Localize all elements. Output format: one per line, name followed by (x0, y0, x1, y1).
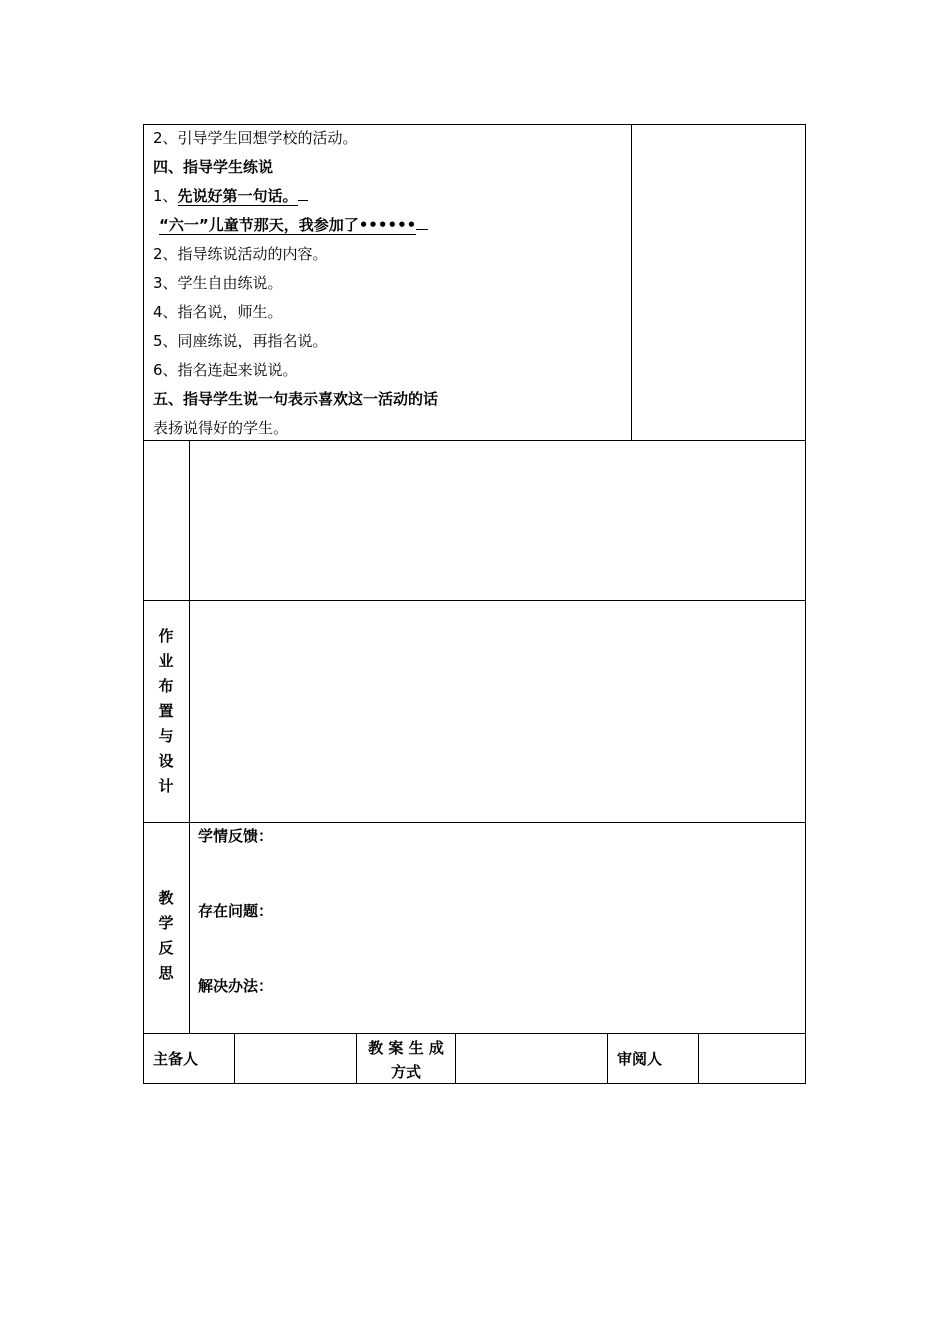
section-heading-four: 四、指导学生练说 (153, 158, 274, 176)
reviewer-label: 审阅人 (617, 1050, 663, 1068)
step-number: 1、 (153, 187, 178, 205)
section-heading-five: 五、指导学生说一句表示喜欢这一活动的话 (153, 390, 439, 408)
homework-label: 作业布置与设计 (158, 627, 174, 795)
table-border-right (805, 124, 806, 1084)
step-line: 5、同座练说，再指名说。 (153, 332, 328, 350)
preparer-label: 主备人 (153, 1050, 199, 1068)
row-separator-4 (143, 1033, 806, 1034)
label-column-divider (189, 440, 190, 1033)
table-border-top (143, 124, 806, 125)
row-separator-3 (143, 822, 806, 823)
step-line: 2、指导练说活动的内容。 (153, 245, 328, 263)
underlined-instruction: 先说好第一句话。 (177, 187, 298, 205)
step-line: 4、指名说，师生。 (153, 303, 283, 321)
step-line: 2、引导学生回想学校的活动。 (153, 129, 358, 147)
table-border-bottom (143, 1083, 806, 1084)
solutions-label: 解决办法： (198, 977, 274, 995)
example-sentence: “六一”儿童节那天，我参加了•••••• (159, 215, 428, 235)
notes-column-divider (631, 124, 632, 440)
row-separator-2 (143, 600, 806, 601)
step-line: 6、指名连起来说说。 (153, 361, 298, 379)
footer-divider-1 (234, 1033, 235, 1084)
footer-divider-5 (698, 1033, 699, 1084)
footer-divider-4 (607, 1033, 608, 1084)
reflection-label: 教学反思 (158, 889, 174, 982)
step-line: 表扬说得好的学生。 (153, 419, 289, 437)
table-border-left (143, 124, 144, 1084)
step-line-first-sentence (153, 186, 308, 206)
step-line: 3、学生自由练说。 (153, 274, 283, 292)
problems-label: 存在问题： (198, 902, 274, 920)
method-label: 教 案 生 成 方式 (368, 1039, 444, 1081)
row-separator-1 (143, 440, 806, 441)
feedback-label: 学情反馈： (198, 827, 274, 845)
